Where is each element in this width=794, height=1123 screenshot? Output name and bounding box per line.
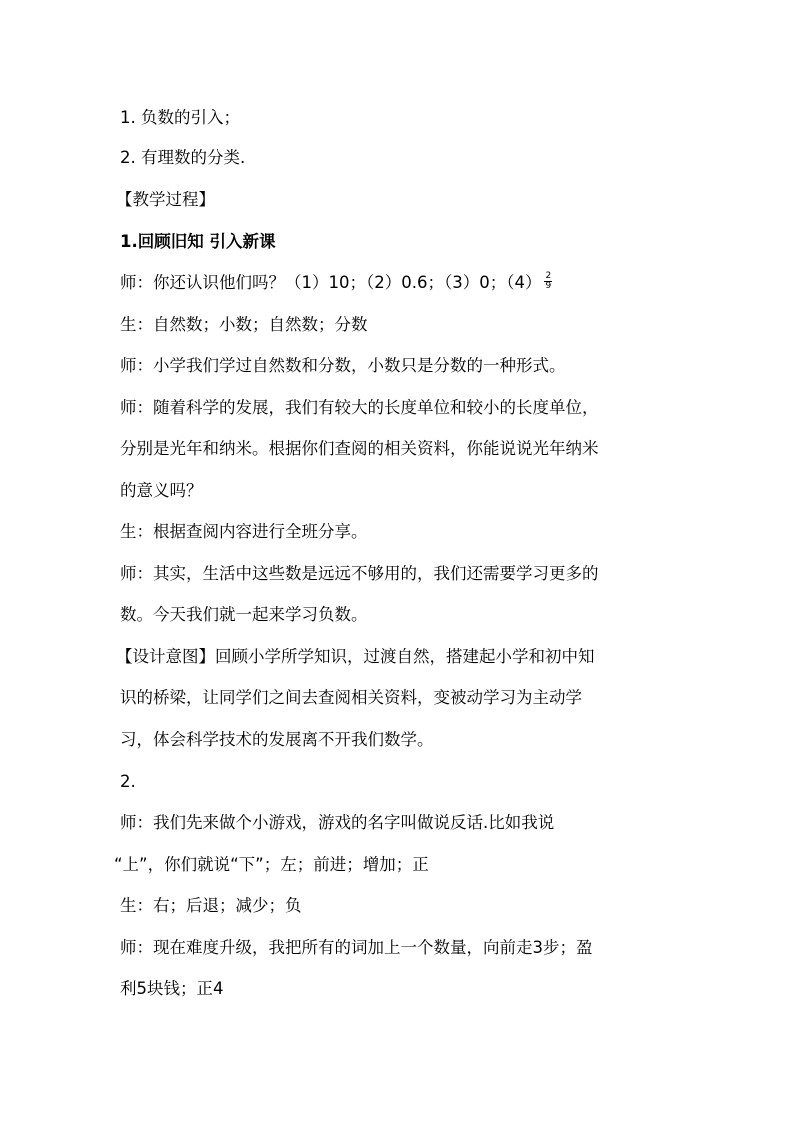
section-heading-teaching-process: 【教学过程】 bbox=[116, 190, 215, 209]
teacher-line-3a: 师：随着科学的发展，我们有较大的长度单位和较小的长度单位， bbox=[120, 398, 599, 417]
teacher-line-3b: 分别是光年和纳米。根据你们查阅的相关资料，你能说说光年纳米 bbox=[120, 439, 599, 458]
design-intent-line-b: 识的桥梁，让同学们之间去查阅相关资料，变被动学习为主动学 bbox=[120, 688, 582, 707]
teacher-line-4b: 数。今天我们就一起来学习负数。 bbox=[120, 605, 368, 624]
student-line-2: 生：根据查阅内容进行全班分享。 bbox=[120, 522, 368, 541]
teacher-line-6b: 利5块钱；正4 bbox=[120, 979, 224, 998]
teacher-line-5a: 师：我们先来做个小游戏，游戏的名字叫做说反话.比如我说 bbox=[120, 813, 555, 832]
teacher-line-1-text: 师：你还认识他们吗？（1）10；（2）0.6；（3）0；（4） bbox=[120, 273, 542, 292]
document-page bbox=[114, 0, 680, 1123]
design-intent-line-c: 习，体会科学技术的发展离不开我们数学。 bbox=[120, 730, 434, 749]
objective-1: 1. 负数的引入； bbox=[120, 108, 240, 127]
teacher-line-6a: 师：现在难度升级，我把所有的词加上一个数量，向前走3步；盈 bbox=[120, 938, 593, 957]
teacher-line-2: 师：小学我们学过自然数和分数，小数只是分数的一种形式。 bbox=[120, 356, 566, 375]
student-line-1: 生：自然数；小数；自然数；分数 bbox=[120, 315, 368, 334]
step-1-heading: 1.回顾旧知 引入新课 bbox=[120, 232, 276, 251]
teacher-line-4a: 师：其实，生活中这些数是远远不够用的，我们还需要学习更多的 bbox=[120, 564, 599, 583]
design-intent-line-a: 【设计意图】回顾小学所学知识，过渡自然，搭建起小学和初中知 bbox=[116, 647, 595, 666]
fraction-two-ninths bbox=[544, 272, 552, 291]
fraction-denominator: 9 bbox=[545, 281, 552, 291]
teacher-line-1 bbox=[120, 273, 552, 293]
objective-2: 2. 有理数的分类. bbox=[120, 148, 246, 167]
teacher-line-5b: “上”，你们就说“下”；左；前进；增加；正 bbox=[114, 855, 429, 874]
teacher-line-3c: 的意义吗？ bbox=[120, 481, 203, 500]
step-2-heading: 2. bbox=[120, 772, 136, 791]
student-line-3: 生：右；后退；减少；负 bbox=[120, 896, 302, 915]
fraction-numerator: 2 bbox=[545, 271, 552, 281]
